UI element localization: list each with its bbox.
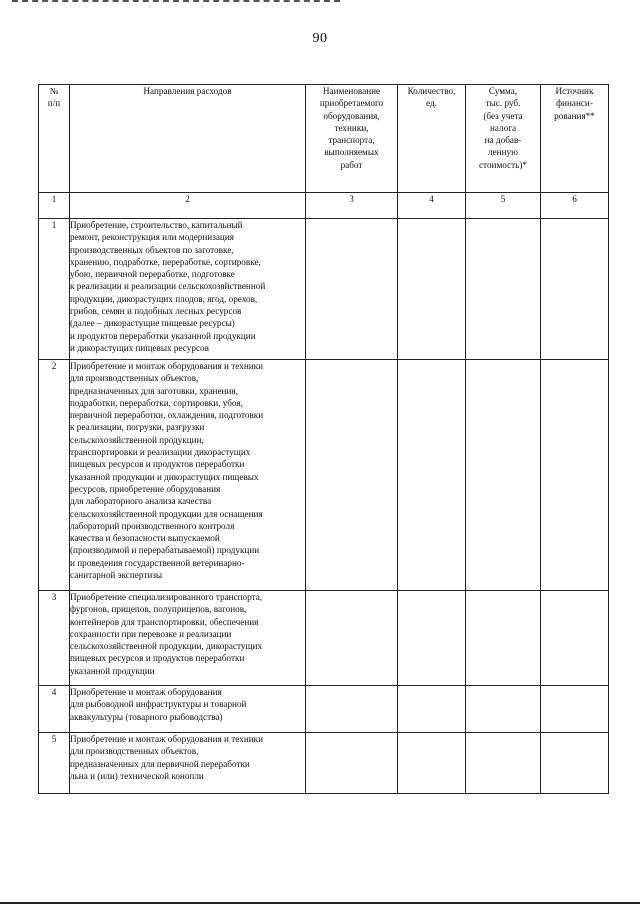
header-text: Источник	[555, 86, 594, 96]
expense-line: Приобретение и монтаж оборудования и техники	[70, 361, 264, 371]
equipment-cell	[306, 686, 398, 733]
header-text: транспорта,	[328, 135, 375, 146]
expense-line: и проведения государственной ветеринарно-	[70, 557, 245, 568]
expense-line: указанной продукции и дикорастущих пищевых	[70, 471, 259, 482]
expense-line: пищевых ресурсов и продуктов переработки	[70, 653, 245, 664]
header-cell-directions	[70, 85, 306, 193]
expense-line: предназначенных для заготовки, хранения,	[70, 385, 238, 396]
expense-line: подработки, переработки, сортировки, убоя,	[70, 397, 243, 408]
expense-line: производственных объектов по заготовке,	[70, 244, 234, 255]
column-number: 3	[306, 193, 398, 219]
table-row	[39, 733, 609, 794]
expense-line: сельскохозяйственной продукции,	[70, 434, 204, 445]
header-text: рования**	[554, 110, 595, 121]
funding-source-cell	[541, 686, 609, 733]
header-cell-number	[39, 85, 70, 193]
expense-direction	[70, 219, 306, 360]
expense-line: (производимой и перерабатываемой) продукции	[70, 545, 260, 556]
header-text: выполняемых	[324, 147, 379, 158]
column-number: 5	[466, 193, 541, 219]
header-text: Количество,	[407, 86, 456, 96]
expense-line: санитарной экспертизы	[70, 570, 163, 581]
expense-line: ресурсов, приобретение оборудования	[70, 483, 221, 494]
quantity-cell	[398, 733, 466, 794]
expense-line: Приобретение специализированного транспорта,	[70, 592, 263, 602]
expense-line: сельскохозяйственной продукции для оснащения	[70, 508, 263, 519]
header-text: приобретаемого	[319, 98, 384, 109]
amount-cell	[466, 686, 541, 733]
expense-line: аквакультуры (товарного рыбоводства)	[70, 711, 223, 722]
row-number: 5	[39, 733, 70, 794]
row-number: 2	[39, 360, 70, 591]
header-text: Сумма,	[488, 86, 518, 96]
header-cell-funding-source	[541, 85, 609, 193]
equipment-cell	[306, 219, 398, 360]
header-cell-equipment	[306, 85, 398, 193]
expense-line: Приобретение и монтаж оборудования	[70, 687, 222, 697]
header-text: тыс. руб.	[485, 98, 521, 109]
table-row	[39, 219, 609, 360]
header-text: стоимость)*	[478, 159, 528, 170]
table-row	[39, 686, 609, 733]
expense-direction	[70, 591, 306, 686]
quantity-cell	[398, 219, 466, 360]
expense-line: льна и (или) технической конопли	[70, 770, 204, 781]
header-text: работ	[340, 159, 363, 170]
bottom-scan-rule	[0, 902, 640, 904]
equipment-cell	[306, 360, 398, 591]
header-text: на добав-	[484, 135, 522, 146]
header-text: Наименование	[322, 86, 381, 96]
header-row	[39, 85, 609, 193]
column-number: 1	[39, 193, 70, 219]
header-text: Направления расходов	[143, 86, 232, 96]
funding-source-cell	[541, 219, 609, 360]
expense-line: для производственных объектов,	[70, 746, 199, 757]
expense-line: указанной продукции	[70, 665, 155, 676]
expense-line: к реализации и реализации сельскохозяйственной	[70, 281, 266, 292]
column-number: 6	[541, 193, 609, 219]
header-text: п/п	[47, 98, 61, 109]
expense-line: для лабораторного анализа качества	[70, 496, 212, 507]
expense-line: пищевых ресурсов и продуктов переработки	[70, 459, 245, 470]
expense-line: к реализации, погрузки, разгрузки	[70, 422, 205, 433]
expense-line: первичной переработки, охлаждения, подготовки	[70, 410, 264, 421]
column-number: 4	[398, 193, 466, 219]
expense-line: сельскохозяйственной продукции, дикорастущих	[70, 641, 263, 652]
expense-line: (далее – дикорастущие пищевые ресурсы)	[70, 318, 235, 329]
expense-line: Приобретение и монтаж оборудования и техники	[70, 734, 264, 744]
expense-line: фургонов, прицепов, полуприцепов, вагонов,	[70, 604, 247, 615]
expense-line: для рыбоводной инфраструктуры и товарной	[70, 699, 247, 710]
quantity-cell	[398, 686, 466, 733]
page-number: 90	[312, 31, 328, 46]
equipment-cell	[306, 733, 398, 794]
expense-line: транспортировки и реализации дикорастущих	[70, 447, 251, 458]
row-number: 4	[39, 686, 70, 733]
header-text: №	[49, 86, 59, 96]
expense-line: Приобретение, строительство, капитальный	[70, 220, 243, 230]
expense-line: для производственных объектов,	[70, 373, 199, 384]
column-number-row	[39, 193, 609, 219]
header-text: оборудования,	[323, 110, 380, 121]
header-text: техники,	[334, 122, 369, 133]
header-text: (без учета	[483, 110, 523, 121]
amount-cell	[466, 360, 541, 591]
expense-line: сохранности при перевозке и реализации	[70, 628, 232, 639]
expense-line: и дикорастущих пищевых ресурсов	[70, 342, 209, 353]
header-cell-quantity	[398, 85, 466, 193]
amount-cell	[466, 733, 541, 794]
expense-line: качества и безопасности выпускаемой	[70, 533, 220, 544]
quantity-cell	[398, 591, 466, 686]
funding-source-cell	[541, 360, 609, 591]
header-text: финанси-	[556, 98, 593, 109]
expense-line: хранению, подработке, переработке, сортировке,	[70, 256, 261, 267]
table-row	[39, 360, 609, 591]
expenses-table	[38, 84, 609, 794]
expense-direction	[70, 733, 306, 794]
expense-direction	[70, 360, 306, 591]
row-number: 1	[39, 219, 70, 360]
expense-direction	[70, 686, 306, 733]
expense-line: контейнеров для транспортировки, обеспечения	[70, 616, 259, 627]
equipment-cell	[306, 591, 398, 686]
header-cell-amount	[466, 85, 541, 193]
column-number: 2	[70, 193, 306, 219]
expense-line: убою, первичной переработке, подготовке	[70, 269, 235, 280]
expense-line: ремонт, реконструкция или модернизация	[70, 232, 234, 243]
expense-line: лабораторий производственного контроля	[70, 520, 235, 531]
table-row	[39, 591, 609, 686]
header-text: ленную	[488, 147, 518, 158]
funding-source-cell	[541, 591, 609, 686]
header-text: ед.	[426, 98, 437, 109]
expense-line: продукции, дикорастущих плодов, ягод, орехов,	[70, 293, 258, 304]
amount-cell	[466, 219, 541, 360]
funding-source-cell	[541, 733, 609, 794]
quantity-cell	[398, 360, 466, 591]
expense-line: предназначенных для первичной переработки	[70, 758, 250, 769]
expense-line: и продуктов переработки указанной продукции	[70, 330, 256, 341]
expense-line: грибов, семян и подобных лесных ресурсов	[70, 306, 242, 317]
amount-cell	[466, 591, 541, 686]
header-text: налога	[489, 122, 517, 133]
top-scan-rule	[12, 0, 340, 4]
row-number: 3	[39, 591, 70, 686]
